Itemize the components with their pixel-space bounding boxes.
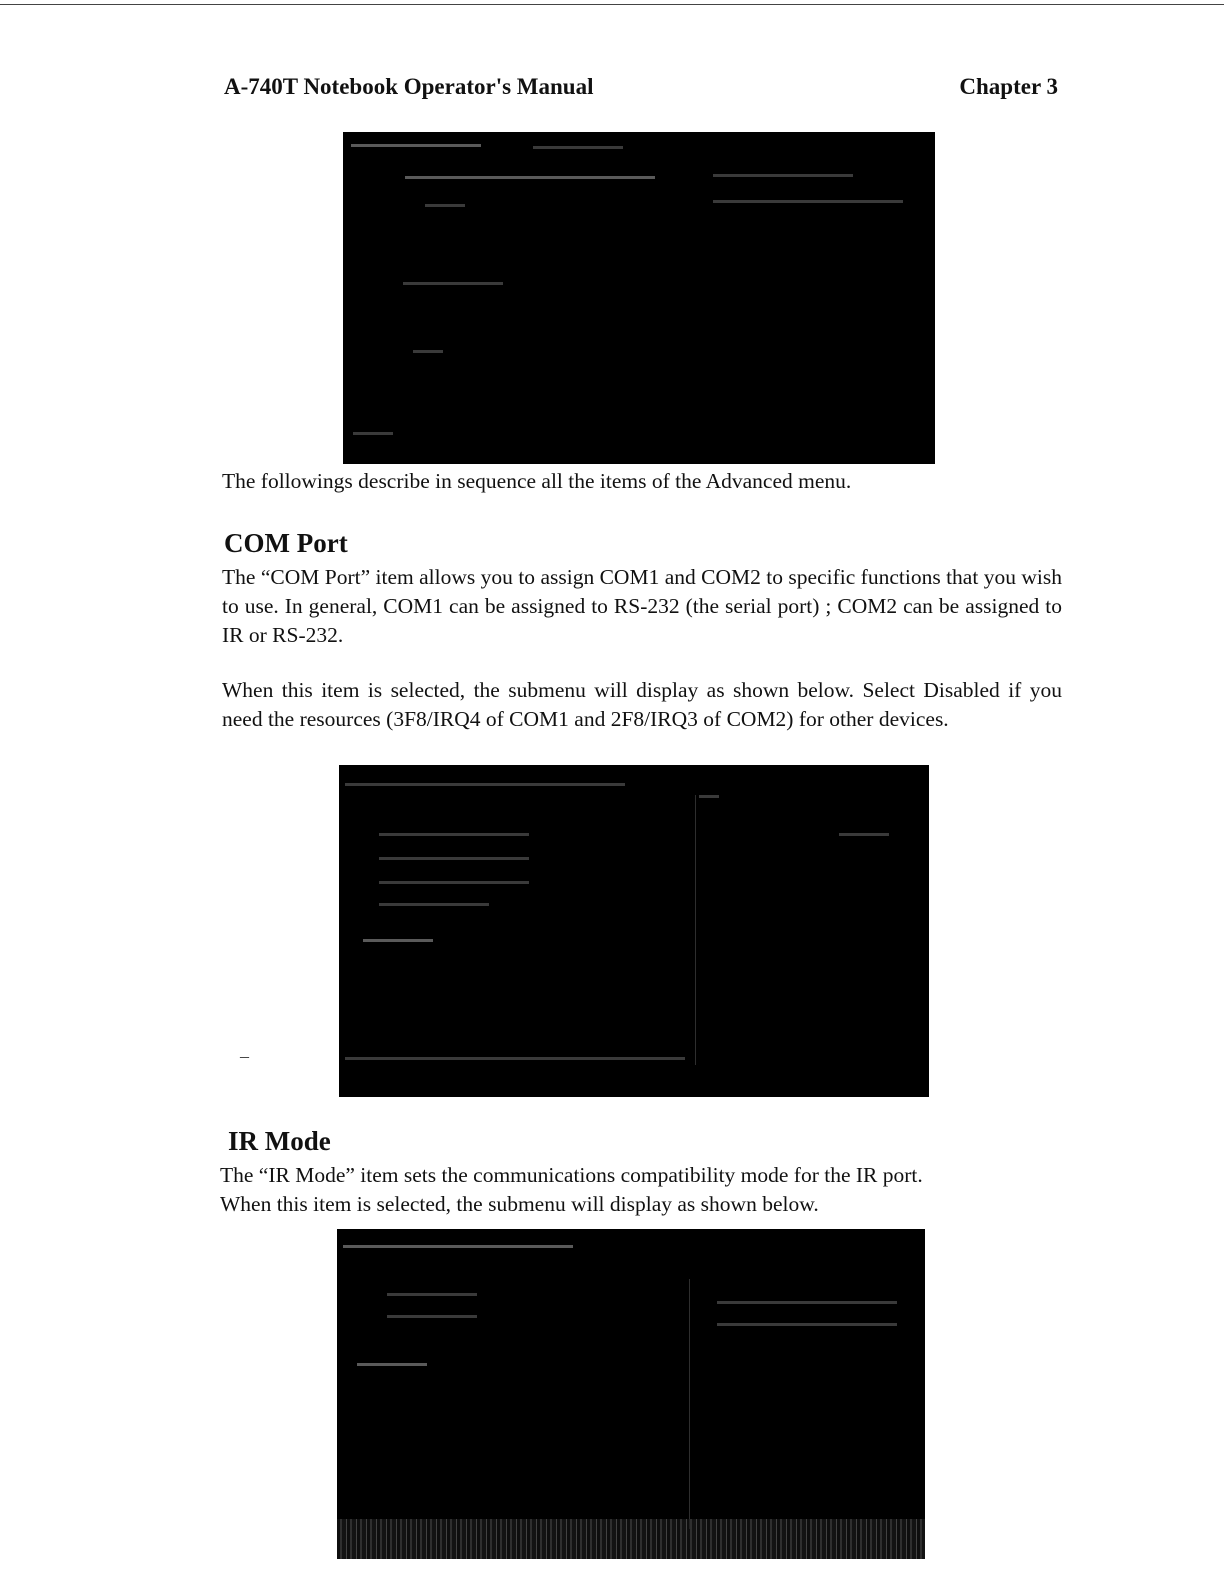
com-port-submenu-screenshot <box>339 765 929 1097</box>
page-top-rule <box>0 4 1224 5</box>
chapter-label: Chapter 3 <box>959 74 1058 99</box>
manual-title: A-740T Notebook Operator's Manual <box>224 74 594 99</box>
ir-mode-submenu-screenshot <box>337 1229 925 1559</box>
com-port-description: The “COM Port” item allows you to assign COM1 and COM2 to specific functions that you wish to use. In general, COM1 can be assigned to RS-232 (the serial port) ; COM2 can be assigned to IR or RS-232. <box>222 565 1062 647</box>
ir-mode-description: The “IR Mode” item sets the communications compatibility mode for the IR port. <box>220 1163 923 1187</box>
intro-text: The followings describe in sequence all the items of the Advanced menu. <box>222 469 852 493</box>
ir-mode-heading: IR Mode <box>228 1126 331 1156</box>
advanced-menu-screenshot <box>343 132 935 464</box>
stray-mark: – <box>240 1046 249 1066</box>
ir-mode-submenu-description: When this item is selected, the submenu will display as shown below. <box>220 1192 819 1216</box>
com-port-heading: COM Port <box>224 528 348 558</box>
com-port-submenu-description: When this item is selected, the submenu will display as shown below. Select Disabled if you need the resources (3F8/IRQ4 of COM1 and 2F8/IRQ3 of COM2) for other devices. <box>222 678 1062 731</box>
